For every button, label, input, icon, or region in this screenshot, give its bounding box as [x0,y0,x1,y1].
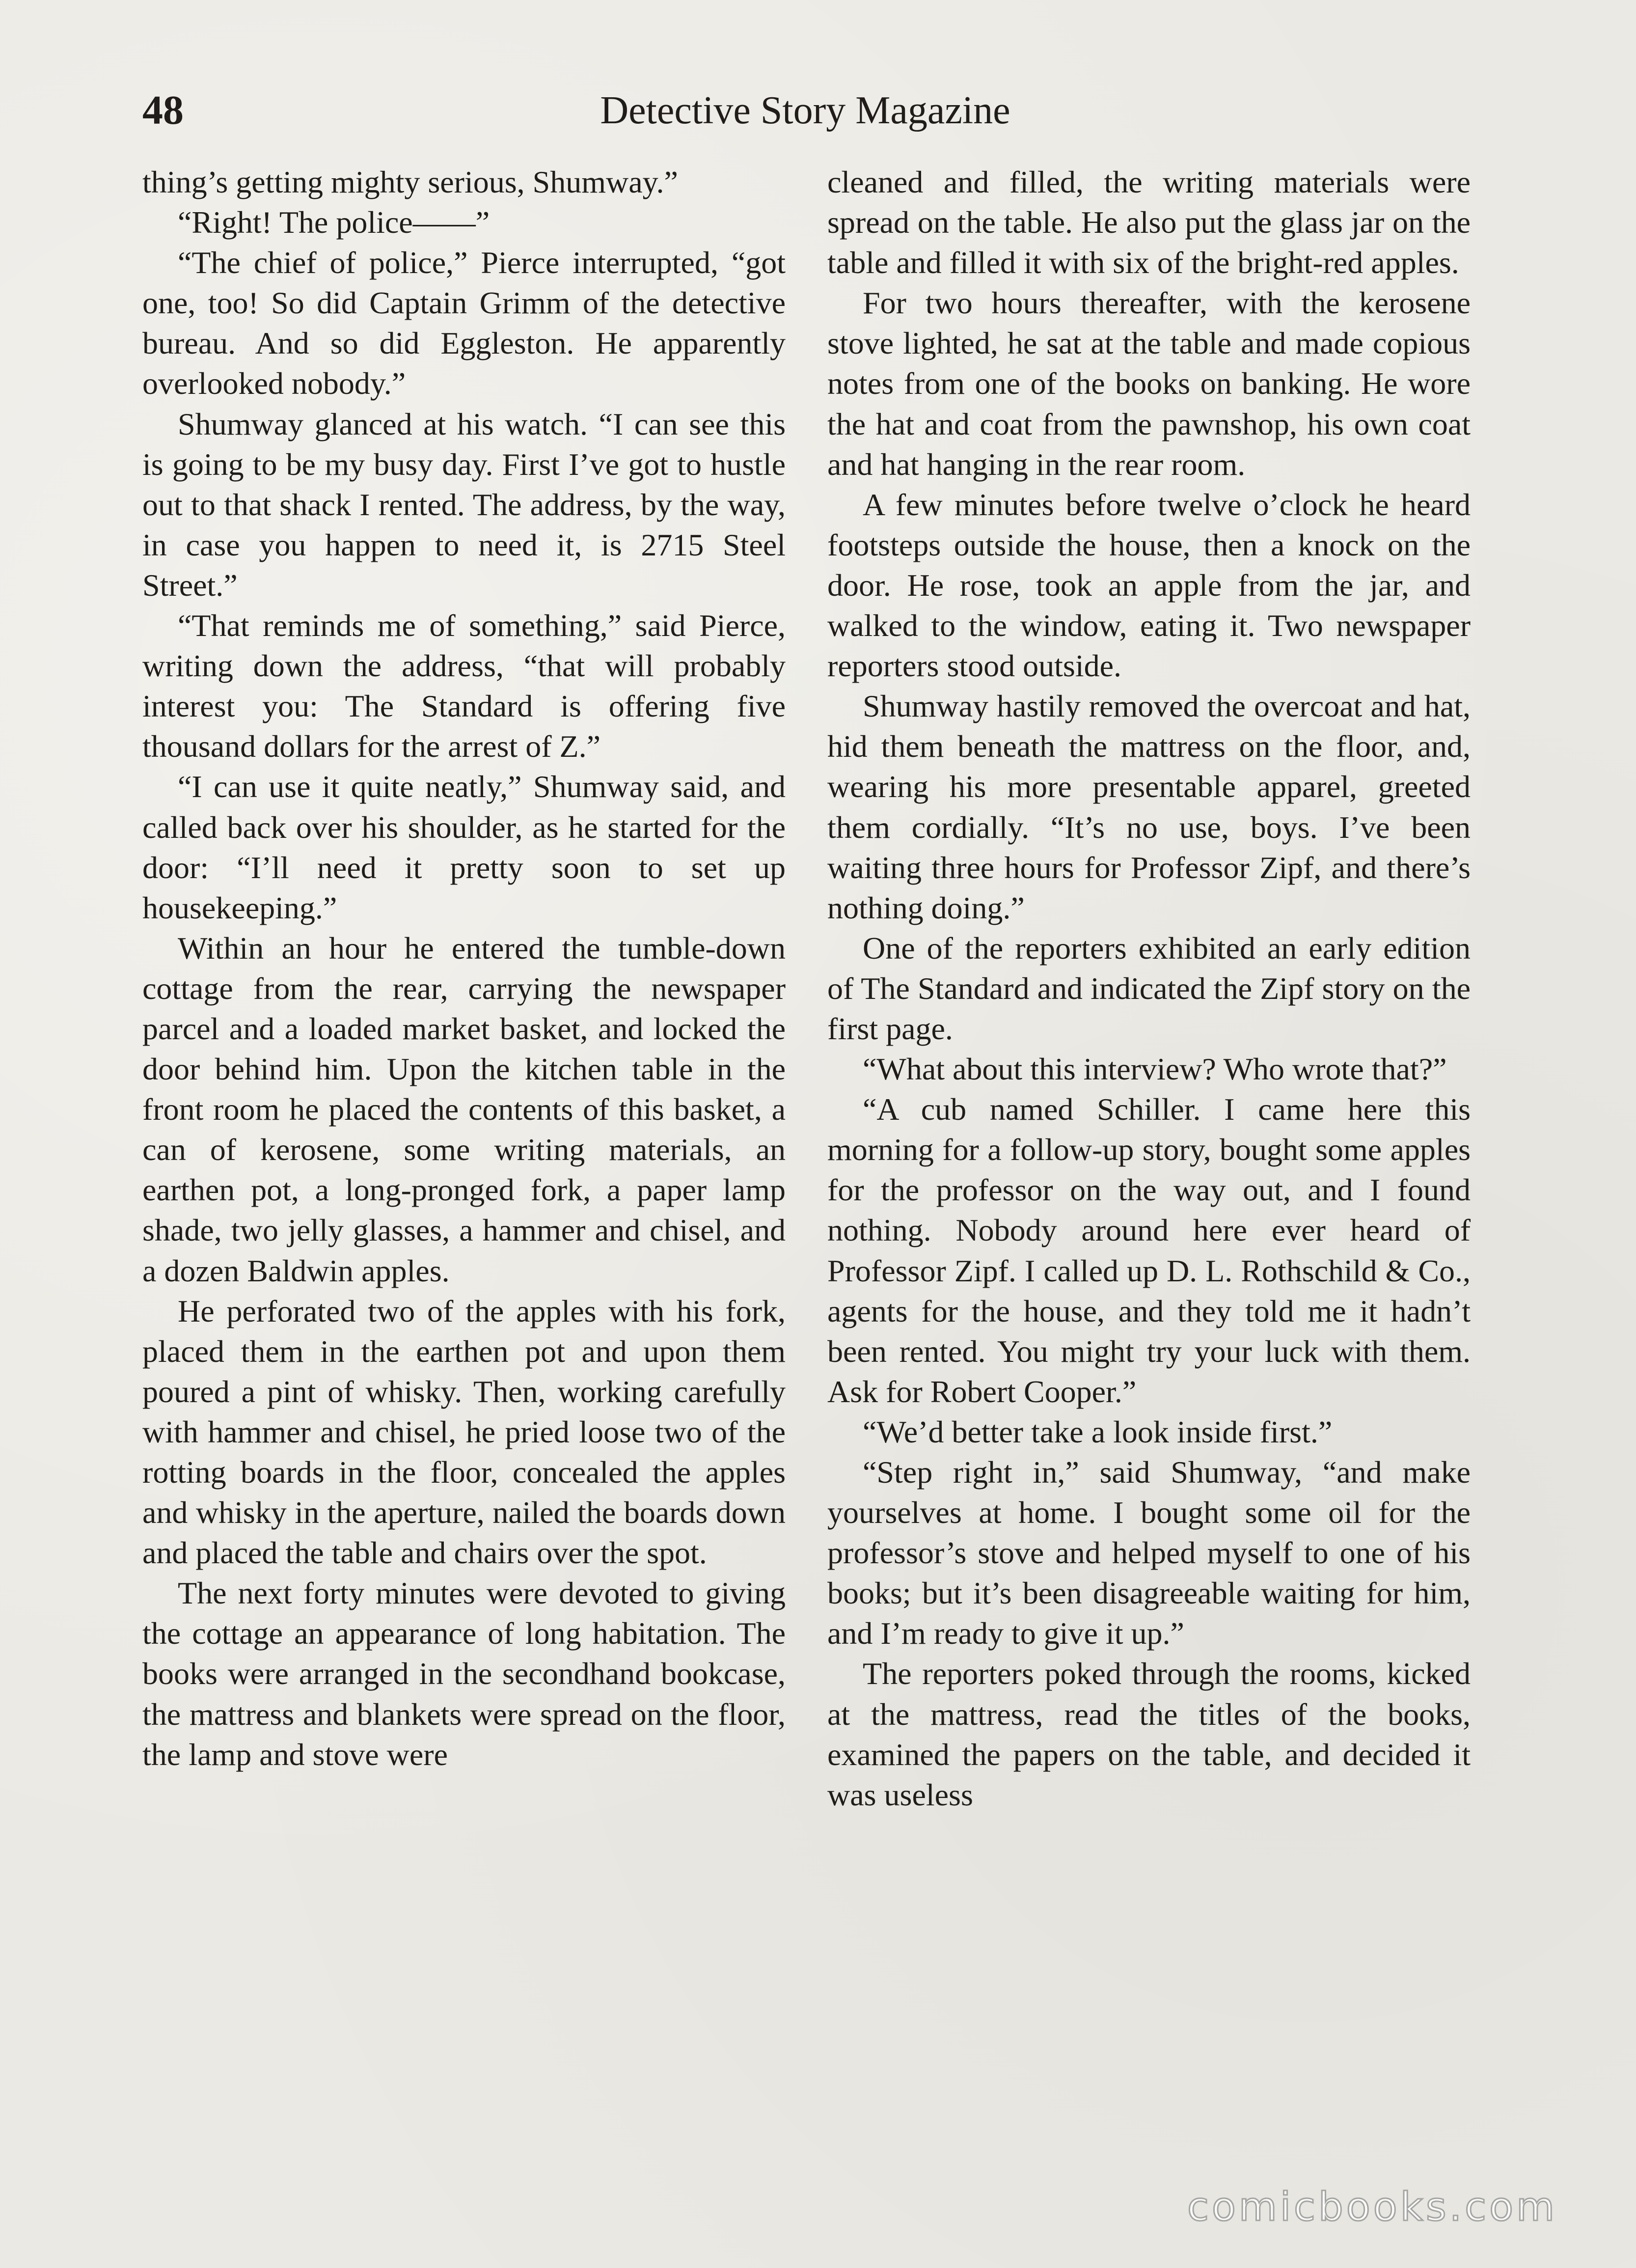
paragraph: “Right! The police——” [178,205,490,240]
paragraph: “That reminds me of something,” said Pierce, writing down the address, “that will probably interest you: The Standard is offering five thousand dollars for the arrest of Z.” [142,608,786,764]
paragraph: “What about this interview? Who wrote that?” [863,1051,1447,1087]
magazine-title: Detective Story Magazine [600,89,1010,132]
paragraph: A few minutes before twelve o’clock he heard footsteps outside the house, then a knock on the door. He rose, took an apple from the jar, and walked to the window, eating it. Two newspaper reporters stood outside. [827,487,1471,684]
paragraph: “A cub named Schiller. I came here this morning for a follow-up story, bought some apples for the professor on the way out, and I found nothing. Nobody around here ever heard of Professor Zipf. I called up D. L. Rothschild & Co., agents for the house, and they told me it hadn’t been rented. You might try your luck with them. Ask for Robert Cooper.” [827,1092,1471,1409]
left-text-column [142,162,786,1775]
paragraph: cleaned and filled, the writing materials were spread on the table. He also put the glass jar on the table and filled it with six of the bright-red apples. [827,165,1471,280]
paragraph: “I can use it quite neatly,” Shumway said, and called back over his shoulder, as he started for the door: “I’ll need it pretty soon to set up housekeeping.” [142,769,786,925]
paragraph: The reporters poked through the rooms, kicked at the mattress, read the titles of the books, examined the papers on the table, and decided it was useless [827,1656,1471,1812]
page-header [142,83,1468,138]
paragraph: “We’d better take a look inside first.” [863,1414,1333,1449]
paragraph: One of the reporters exhibited an early edition of The Standard and indicated the Zipf story on the first page. [827,930,1471,1046]
watermark: comicbooks.com [1187,2184,1557,2230]
paragraph: “Step right in,” said Shumway, “and make yourselves at home. I bought some oil for the professor’s stove and helped myself to one of his books; but it’s been disagreeable waiting for him, and I’m ready to give it up.” [827,1455,1471,1651]
paragraph: Shumway glanced at his watch. “I can see this is going to be my busy day. First I’ve got to hustle out to that shack I rented. The address, by the way, in case you happen to need it, is 2715 Steel Street.” [142,406,786,603]
paragraph: He perforated two of the apples with his fork, placed them in the earthen pot and upon them poured a pint of whisky. Then, working carefully with hammer and chisel, he pried loose two of the rotting boards in the floor, concealed the apples and whisky in the aperture, nailed the boards down and placed the table and chairs over the spot. [142,1293,786,1571]
paragraph: Within an hour he entered the tumble-down cottage from the rear, carrying the newspaper parcel and a loaded market basket, and locked the door behind him. Upon the kitchen table in the front room he placed the contents of this basket, a can of kerosene, some writing materials, an earthen pot, a long-pronged fork, a paper lamp shade, two jelly glasses, a hammer and chisel, and a dozen Baldwin apples. [142,930,786,1288]
right-text-column [827,162,1471,1815]
page-number: 48 [142,87,184,133]
paragraph: “The chief of police,” Pierce interrupted, “got one, too! So did Captain Grimm of the detective bureau. And so did Eggleston. He apparently overlooked nobody.” [142,245,786,401]
paragraph: thing’s getting mighty serious, Shumway.” [142,165,678,199]
paragraph: For two hours thereafter, with the kerosene stove lighted, he sat at the table and made copious notes from one of the books on banking. He wore the hat and coat from the pawnshop, his own coat and hat hanging in the rear room. [827,285,1471,482]
paragraph: The next forty minutes were devoted to giving the cottage an appearance of long habitation. The books were arranged in the secondhand bookcase, the mattress and blankets were spread on the floor, the lamp and stove were [142,1576,786,1772]
paragraph: Shumway hastily removed the overcoat and hat, hid them beneath the mattress on the floor, and, wearing his more presentable apparel, greeted them cordially. “It’s no use, boys. I’ve been waiting three hours for Professor Zipf, and there’s nothing doing.” [827,689,1471,925]
